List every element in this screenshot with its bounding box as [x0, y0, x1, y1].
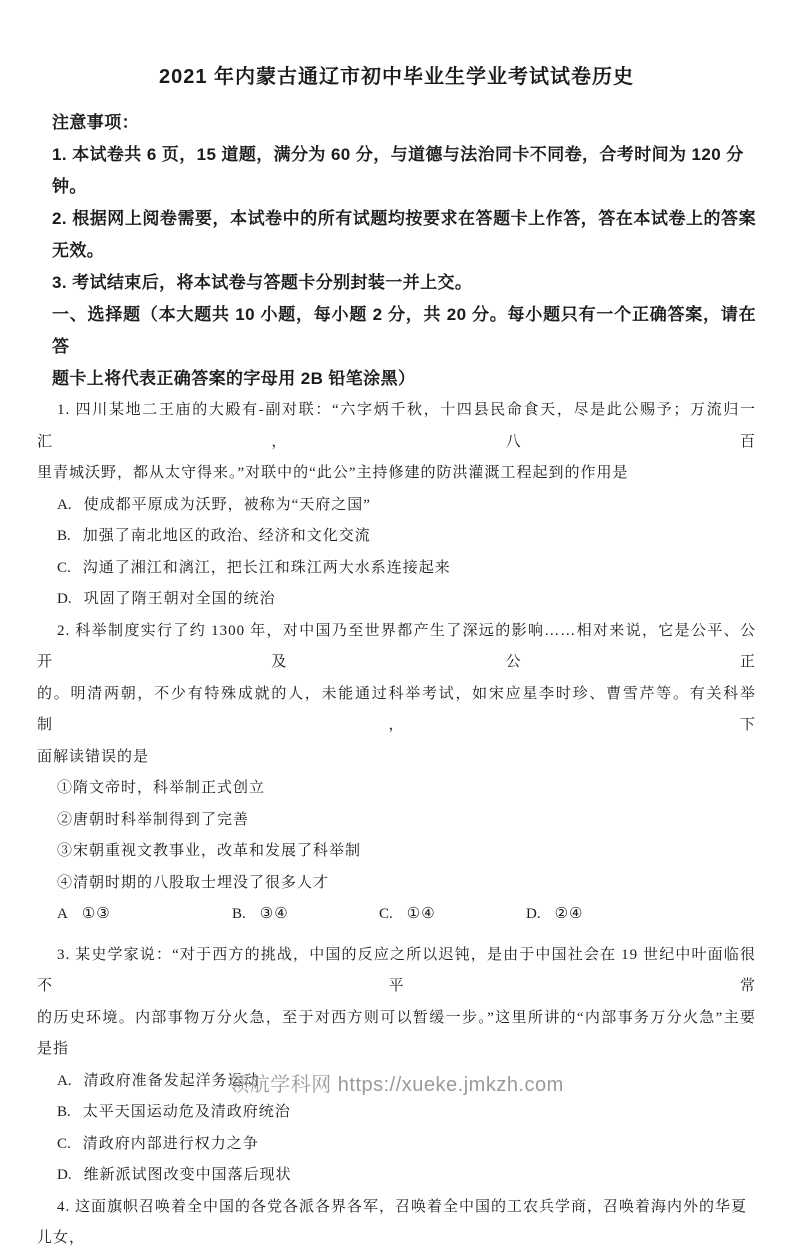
question-option [52, 490, 756, 522]
section-one-heading [52, 299, 756, 395]
stem-line: 里青城沃野，都从太守得来。”对联中的“此公”主持修建的防洪灌溉工程起到的作用是 [37, 465, 629, 481]
notice-list [52, 139, 756, 299]
option-label: D. [57, 1167, 72, 1183]
sub-item: ③宋朝重视文教事业，改革和发展了科举制 [57, 843, 362, 859]
option-label: C. [379, 906, 393, 922]
question-option [52, 521, 756, 553]
option-text: ②④ [554, 906, 584, 922]
question-sub-items [52, 773, 756, 899]
option-label: B. [57, 1104, 71, 1120]
option-text: 太平天国运动危及清政府统治 [82, 1104, 291, 1120]
question-option [379, 899, 526, 931]
stem-line: 的。明清两朝，不少有特殊成就的人，未能通过科举考试，如宋应星李时珍、曹雪芹等。有关科举制，下 [37, 685, 756, 733]
notice-item-line: 无效。 [52, 241, 105, 260]
notice-item-line: 2. 根据网上阅卷需要，本试卷中的所有试题均按要求在答题卡上作答，答在本试卷上的答案 [52, 209, 756, 228]
option-label: C. [57, 1135, 71, 1152]
option-text: ①③ [81, 906, 111, 922]
sub-item: ④清朝时期的八股取士埋没了很多人才 [57, 874, 330, 891]
option-text: 加强了南北地区的政治、经济和文化交流 [82, 528, 371, 544]
notice-item [52, 267, 756, 299]
option-label: D. [526, 906, 541, 922]
stem-line: 的历史环境。内部事物万分火急，至于对西方则可以暂缓一步。”这里所讲的“内部事务万分火急”主要 [37, 1009, 756, 1026]
notice-item-line: 1. 本试卷共 6 页，15 道题，满分为 60 分，与道德与法治同卡不同卷，合考时间为 120 分钟。 [52, 145, 744, 196]
option-label: B. [232, 906, 246, 922]
option-label: A [57, 906, 68, 922]
options-row [52, 899, 756, 931]
question-stem [37, 616, 756, 774]
section-heading-line: 题卡上将代表正确答案的字母用 2B 铅笔涂黑） [52, 369, 416, 388]
sub-item: ②唐朝时科举制得到了完善 [57, 811, 250, 828]
notice-heading: 注意事项： [52, 113, 139, 132]
question-option [52, 1097, 756, 1129]
question-stem [37, 395, 756, 490]
sub-item: ①隋文帝时，科举制正式创立 [57, 780, 266, 796]
exam-title: 2021 年内蒙古通辽市初中毕业生学业考试试卷历史 [158, 66, 635, 88]
question-option [52, 553, 756, 585]
stem-line: 3. 某史学家说：“对于西方的挑战，中国的反应之所以迟钝，是由于中国社会在 19 世纪中叶面临很不平常 [37, 946, 756, 994]
question-option [57, 899, 232, 931]
option-label: A. [57, 496, 72, 513]
stem-line: 是指 [37, 1041, 70, 1057]
question-option [52, 1129, 756, 1161]
option-label: C. [57, 559, 71, 576]
option-text: ③④ [259, 906, 289, 922]
watermark: 领航学科网 https://xueke.jmkzh.com [229, 1074, 564, 1096]
stem-line: 面解读错误的是 [37, 748, 150, 765]
option-text: 清政府准备发起洋务运动 [83, 1072, 260, 1089]
section-heading-line: 一、选择题（本大题共 10 小题，每小题 2 分，共 20 分。每小题只有一个正确答案，请在答 [52, 305, 756, 356]
question-stem [37, 1192, 756, 1255]
question-list [37, 395, 756, 1255]
question-option [52, 1160, 756, 1192]
option-text: 维新派试图改变中国落后现状 [83, 1167, 292, 1183]
notice-item-line: 3. 考试结束后，将本试卷与答题卡分别封装一并上交。 [52, 273, 473, 292]
notice-item [52, 203, 756, 267]
option-text: 沟通了湘江和漓江，把长江和珠江两大水系连接起来 [82, 559, 451, 576]
option-label: A. [57, 1072, 72, 1089]
question-block [37, 1192, 756, 1255]
notice-item [52, 139, 756, 203]
stem-line: 4. 这面旗帜召唤着全中国的各党各派各界各军，召唤着全中国的工农兵学商，召唤着海内外的华夏儿女， [37, 1198, 748, 1246]
question-block [37, 616, 756, 931]
option-text: ①④ [406, 906, 436, 922]
option-text: 使成都平原成为沃野，被称为“天府之国” [83, 496, 371, 513]
option-label: B. [57, 528, 71, 544]
question-option [526, 899, 584, 931]
option-text: 巩固了隋王朝对全国的统治 [83, 591, 276, 607]
option-label: D. [57, 591, 72, 607]
question-block [37, 940, 756, 1192]
question-option [232, 899, 379, 931]
question-option [52, 584, 756, 616]
stem-line: 1. 四川某地二王庙的大殿有-副对联：“六字炳千秋，十四县民命食天，尽是此公赐予；万流归一汇，八百 [37, 402, 756, 450]
stem-line: 2. 科举制度实行了约 1300 年，对中国乃至世界都产生了深远的影响……相对来说，它是公平、公开及公正 [37, 622, 756, 670]
option-text: 清政府内部进行权力之争 [82, 1135, 259, 1152]
question-stem [37, 940, 756, 1066]
question-block [37, 395, 756, 616]
